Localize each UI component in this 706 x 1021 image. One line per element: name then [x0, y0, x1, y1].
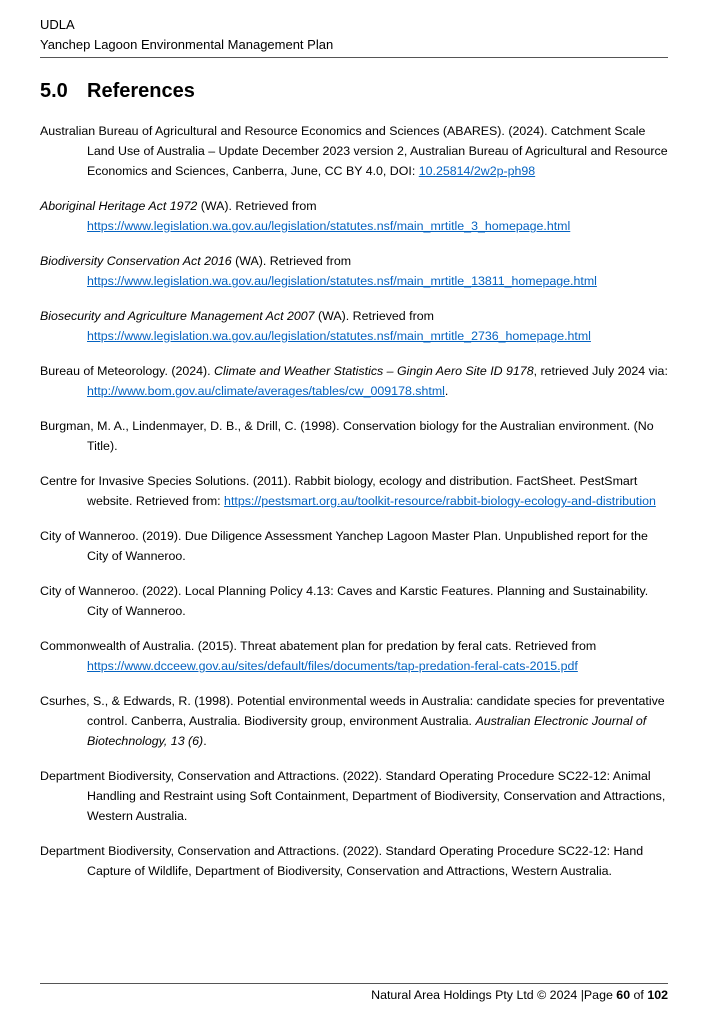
reference-link[interactable]: https://www.legislation.wa.gov.au/legislation/statutes.nsf/main_mrtitle_13811_homepage.html	[87, 274, 597, 288]
reference-entry	[40, 121, 668, 181]
page-footer	[371, 986, 668, 1004]
reference-link[interactable]: http://www.bom.gov.au/climate/averages/tables/cw_009178.shtml	[87, 384, 445, 398]
reference-link[interactable]: https://pestsmart.org.au/toolkit-resource/rabbit-biology-ecology-and-distribution	[224, 494, 656, 508]
footer-divider	[40, 983, 668, 984]
reference-link[interactable]: 10.25814/2w2p-ph98	[418, 164, 536, 178]
footer-of: of	[630, 988, 648, 1002]
reference-list	[40, 121, 668, 896]
reference-text: Department Biodiversity, Conservation and Attractions. (2022). Standard Operating Procedure SC22-12: Animal Handling and Restraint using Soft Containment, Department of Biodiversity, Conservation and Attractions, Western Australia.	[40, 769, 666, 823]
reference-text: City of Wanneroo. (2022). Local Planning Policy 4.13: Caves and Karstic Features. Planning and Sustainability. City of Wanneroo.	[40, 584, 649, 618]
reference-entry	[40, 306, 668, 346]
reference-entry	[40, 581, 668, 621]
reference-text: , retrieved July 2024 via:	[533, 364, 668, 378]
reference-title: Australian Electronic Journal of Biotechnology, 13 (6)	[87, 714, 647, 748]
reference-entry	[40, 636, 668, 676]
reference-entry	[40, 196, 668, 236]
reference-text: Burgman, M. A., Lindenmayer, D. B., & Drill, C. (1998). Conservation biology for the Australian environment. (No Title).	[40, 419, 654, 453]
page-header	[40, 15, 668, 55]
reference-entry	[40, 526, 668, 566]
reference-text: (WA). Retrieved from	[314, 309, 434, 323]
reference-title: Aboriginal Heritage Act 1972	[40, 199, 198, 213]
section-number: 5.0	[40, 80, 68, 102]
reference-title: Climate and Weather Statistics – Gingin Aero Site ID 9178	[214, 364, 534, 378]
header-org: UDLA	[40, 17, 75, 32]
reference-text: (WA). Retrieved from	[231, 254, 352, 268]
footer-page-number: 60	[616, 988, 631, 1002]
reference-text: .	[203, 734, 207, 748]
reference-text: Commonwealth of Australia. (2015). Threat abatement plan for predation by feral cats. Retrieved from	[40, 639, 597, 653]
reference-title: Biosecurity and Agriculture Management Act 2007	[40, 309, 315, 323]
footer-company: Natural Area Holdings Pty Ltd © 2024 |Page	[371, 988, 617, 1002]
section-title: References	[87, 80, 195, 102]
footer-page-total: 102	[647, 988, 668, 1002]
reference-text: Bureau of Meteorology. (2024).	[40, 364, 215, 378]
reference-link[interactable]: https://www.legislation.wa.gov.au/legislation/statutes.nsf/main_mrtitle_3_homepage.html	[87, 219, 571, 233]
reference-text: Australian Bureau of Agricultural and Resource Economics and Sciences (ABARES). (2024). Catchment Scale Land Use of Australia – Update December 2023 version 2, Australian Bureau of Agricultural and Resource Economics and Sciences, Canberra, June, CC BY 4.0, DOI:	[40, 124, 668, 178]
reference-entry	[40, 471, 668, 511]
reference-entry	[40, 691, 668, 751]
reference-entry	[40, 251, 668, 291]
reference-text: Department Biodiversity, Conservation and Attractions. (2022). Standard Operating Procedure SC22-12: Hand Capture of Wildlife, Department of Biodiversity, Conservation and Attractions, Western Australia.	[40, 844, 644, 878]
section-heading	[40, 78, 195, 104]
reference-entry	[40, 361, 668, 401]
header-document-title: Yanchep Lagoon Environmental Management Plan	[40, 37, 334, 52]
reference-link[interactable]: https://www.dcceew.gov.au/sites/default/files/documents/tap-predation-feral-cats-2015.pdf	[87, 659, 578, 673]
reference-text: City of Wanneroo. (2019). Due Diligence Assessment Yanchep Lagoon Master Plan. Unpublished report for the City of Wanneroo.	[40, 529, 648, 563]
reference-text: Centre for Invasive Species Solutions. (2011). Rabbit biology, ecology and distribution. FactSheet. PestSmart website. Retrieved from:	[40, 474, 638, 508]
reference-text: (WA). Retrieved from	[197, 199, 317, 213]
reference-text: Csurhes, S., & Edwards, R. (1998). Potential environmental weeds in Australia: candidate species for preventative control. Canberra, Australia. Biodiversity group, environment Australia.	[40, 694, 665, 728]
reference-entry	[40, 416, 668, 456]
reference-text: .	[444, 384, 449, 398]
reference-entry	[40, 766, 668, 826]
reference-entry	[40, 841, 668, 881]
reference-link[interactable]: https://www.legislation.wa.gov.au/legislation/statutes.nsf/main_mrtitle_2736_homepage.html	[87, 329, 591, 343]
header-divider	[40, 57, 668, 58]
reference-title: Biodiversity Conservation Act 2016	[40, 254, 232, 268]
